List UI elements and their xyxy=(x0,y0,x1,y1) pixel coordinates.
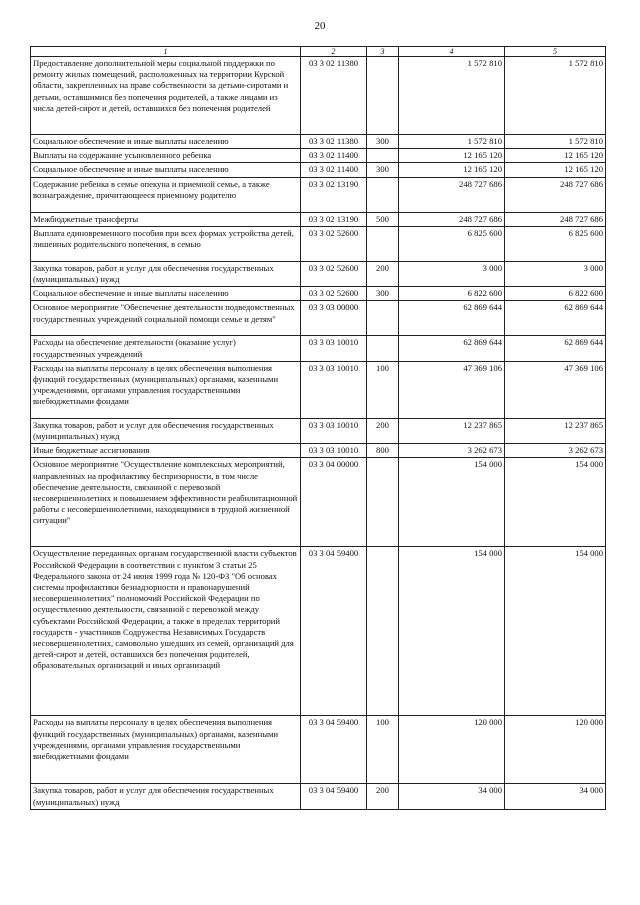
cell-sum-2: 1 572 810 xyxy=(505,135,606,149)
cell-sum-1: 12 165 120 xyxy=(399,149,505,163)
cell-sum-1: 120 000 xyxy=(399,716,505,784)
cell-sum-1: 34 000 xyxy=(399,784,505,809)
cell-code: 03 3 04 00000 xyxy=(301,458,367,547)
cell-vr: 300 xyxy=(367,135,399,149)
cell-vr xyxy=(367,301,399,336)
cell-sum-1: 154 000 xyxy=(399,547,505,716)
cell-sum-2: 34 000 xyxy=(505,784,606,809)
cell-vr xyxy=(367,226,399,261)
cell-sum-1: 1 572 810 xyxy=(399,57,505,135)
table-row xyxy=(31,261,606,286)
cell-name: Основное мероприятие "Обеспечение деятельности подведомственных государственных учреждений социальной помощи семье и детям" xyxy=(31,301,301,336)
cell-sum-2: 120 000 xyxy=(505,716,606,784)
table-row xyxy=(31,287,606,301)
cell-sum-1: 62 869 644 xyxy=(399,301,505,336)
cell-vr: 200 xyxy=(367,261,399,286)
cell-sum-2: 6 822 600 xyxy=(505,287,606,301)
cell-sum-1: 154 000 xyxy=(399,458,505,547)
header-cell-code: 2 xyxy=(301,47,367,57)
cell-code: 03 3 03 00000 xyxy=(301,301,367,336)
cell-code: 03 3 04 59400 xyxy=(301,716,367,784)
cell-code: 03 3 02 52600 xyxy=(301,261,367,286)
cell-sum-2: 3 000 xyxy=(505,261,606,286)
table-row xyxy=(31,716,606,784)
cell-code: 03 3 03 10010 xyxy=(301,444,367,458)
cell-sum-1: 248 727 686 xyxy=(399,212,505,226)
cell-code: 03 3 02 52600 xyxy=(301,226,367,261)
header-cell-sum1: 4 xyxy=(399,47,505,57)
table-row xyxy=(31,361,606,418)
cell-name: Осуществление переданных органам государственной власти субъектов Российской Федерации в соответствии с пунктом 3 статьи 25 Федерального закона от 24 июня 1999 года № 120-ФЗ "Об основах системы профилактики безнадзорности и правонарушений несовершеннолетних" полномочий Российской Федерации по осуществлению деятельности, связанной с перевозкой между субъектами Российской Федерации, а также в пределах территорий государств - участников Содружества Независимых Государств несовершеннолетних, самовольно ушедших из семей, организаций для детей-сирот и детей, оставшихся без попечения родителей, образовательных организаций и иных организаций xyxy=(31,547,301,716)
cell-name: Расходы на обеспечение деятельности (оказание услуг) государственных учреждений xyxy=(31,336,301,361)
table-row xyxy=(31,418,606,443)
cell-name: Закупка товаров, работ и услуг для обеспечения государственных (муниципальных) нужд xyxy=(31,784,301,809)
cell-sum-1: 248 727 686 xyxy=(399,177,505,212)
cell-sum-2: 154 000 xyxy=(505,458,606,547)
cell-code: 03 3 02 11400 xyxy=(301,149,367,163)
cell-name: Социальное обеспечение и иные выплаты населению xyxy=(31,287,301,301)
budget-table xyxy=(30,46,606,810)
cell-name: Социальное обеспечение и иные выплаты населению xyxy=(31,135,301,149)
cell-sum-2: 12 165 120 xyxy=(505,149,606,163)
cell-sum-2: 1 572 810 xyxy=(505,57,606,135)
cell-code: 03 3 02 13190 xyxy=(301,177,367,212)
cell-vr: 300 xyxy=(367,163,399,177)
cell-sum-2: 248 727 686 xyxy=(505,177,606,212)
cell-sum-1: 47 369 106 xyxy=(399,361,505,418)
table-row xyxy=(31,57,606,135)
table-row xyxy=(31,458,606,547)
cell-code: 03 3 02 52600 xyxy=(301,287,367,301)
cell-name: Закупка товаров, работ и услуг для обеспечения государственных (муниципальных) нужд xyxy=(31,261,301,286)
cell-sum-2: 248 727 686 xyxy=(505,212,606,226)
cell-code: 03 3 02 11380 xyxy=(301,57,367,135)
cell-name: Расходы на выплаты персоналу в целях обеспечения выполнения функций государственных (муниципальных) органами, казенными учреждениями, органами управления государственными внебюджетными фондами xyxy=(31,716,301,784)
cell-code: 03 3 04 59400 xyxy=(301,784,367,809)
cell-sum-2: 3 262 673 xyxy=(505,444,606,458)
cell-name: Содержание ребенка в семье опекуна и приемной семье, а также вознаграждение, причитающееся приемному родителю xyxy=(31,177,301,212)
cell-name: Расходы на выплаты персоналу в целях обеспечения выполнения функций государственных (муниципальных) органами, казенными учреждениями, органами управления государственными внебюджетными фондами xyxy=(31,361,301,418)
page-number: 20 xyxy=(314,20,326,32)
cell-name: Выплата единовременного пособия при всех формах устройства детей, лишенных родительского попечения, в семью xyxy=(31,226,301,261)
table-row xyxy=(31,301,606,336)
cell-sum-2: 62 869 644 xyxy=(505,336,606,361)
cell-code: 03 3 03 10010 xyxy=(301,418,367,443)
cell-code: 03 3 02 11400 xyxy=(301,163,367,177)
cell-sum-1: 6 825 600 xyxy=(399,226,505,261)
cell-name: Закупка товаров, работ и услуг для обеспечения государственных (муниципальных) нужд xyxy=(31,418,301,443)
cell-sum-2: 6 825 600 xyxy=(505,226,606,261)
cell-name: Иные бюджетные ассигнования xyxy=(31,444,301,458)
table-row xyxy=(31,444,606,458)
cell-name: Межбюджетные трансферты xyxy=(31,212,301,226)
cell-name: Предоставление дополнительной меры социальной поддержки по ремонту жилых помещений, расположенных на территории Курской области, закрепленных на праве собственности за детьми-сиротами и детьми, оставшимися без попечения родителей, а также лицами из числа детей-сирот и детей, оставшихся без попечения родителей xyxy=(31,57,301,135)
cell-vr: 300 xyxy=(367,287,399,301)
cell-vr: 100 xyxy=(367,361,399,418)
table-row xyxy=(31,177,606,212)
cell-sum-2: 12 237 865 xyxy=(505,418,606,443)
cell-vr xyxy=(367,547,399,716)
cell-name: Основное мероприятие "Осуществление комплексных мероприятий, направленных на профилактику беспризорности, в том числе обеспечение деятельности, связанной с перевозкой несовершеннолетних и повышением эффективности реабилитационной работы с несовершеннолетними, находящимися в трудной жизненной ситуации" xyxy=(31,458,301,547)
cell-vr: 800 xyxy=(367,444,399,458)
cell-sum-2: 154 000 xyxy=(505,547,606,716)
header-cell-vr: 3 xyxy=(367,47,399,57)
cell-sum-1: 6 822 600 xyxy=(399,287,505,301)
cell-vr: 200 xyxy=(367,784,399,809)
cell-sum-1: 3 262 673 xyxy=(399,444,505,458)
cell-vr xyxy=(367,458,399,547)
cell-name: Социальное обеспечение и иные выплаты населению xyxy=(31,163,301,177)
cell-vr xyxy=(367,177,399,212)
table-row xyxy=(31,784,606,809)
cell-vr xyxy=(367,57,399,135)
cell-vr: 100 xyxy=(367,716,399,784)
cell-sum-1: 12 165 120 xyxy=(399,163,505,177)
cell-sum-1: 3 000 xyxy=(399,261,505,286)
cell-vr xyxy=(367,149,399,163)
cell-code: 03 3 03 10010 xyxy=(301,336,367,361)
header-cell-name: 1 xyxy=(31,47,301,57)
cell-sum-2: 12 165 120 xyxy=(505,163,606,177)
table-row xyxy=(31,149,606,163)
table-row xyxy=(31,163,606,177)
header-cell-sum2: 5 xyxy=(505,47,606,57)
cell-vr: 500 xyxy=(367,212,399,226)
cell-name: Выплаты на содержание усыновленного ребенка xyxy=(31,149,301,163)
cell-code: 03 3 03 10010 xyxy=(301,361,367,418)
table-row xyxy=(31,135,606,149)
cell-code: 03 3 02 13190 xyxy=(301,212,367,226)
table-row xyxy=(31,212,606,226)
cell-sum-1: 62 869 644 xyxy=(399,336,505,361)
table-header-row xyxy=(31,47,606,57)
cell-sum-2: 47 369 106 xyxy=(505,361,606,418)
cell-sum-1: 12 237 865 xyxy=(399,418,505,443)
table-row xyxy=(31,226,606,261)
cell-code: 03 3 04 59400 xyxy=(301,547,367,716)
table-row xyxy=(31,547,606,716)
cell-sum-2: 62 869 644 xyxy=(505,301,606,336)
table-row xyxy=(31,336,606,361)
cell-sum-1: 1 572 810 xyxy=(399,135,505,149)
cell-vr xyxy=(367,336,399,361)
cell-vr: 200 xyxy=(367,418,399,443)
cell-code: 03 3 02 11380 xyxy=(301,135,367,149)
